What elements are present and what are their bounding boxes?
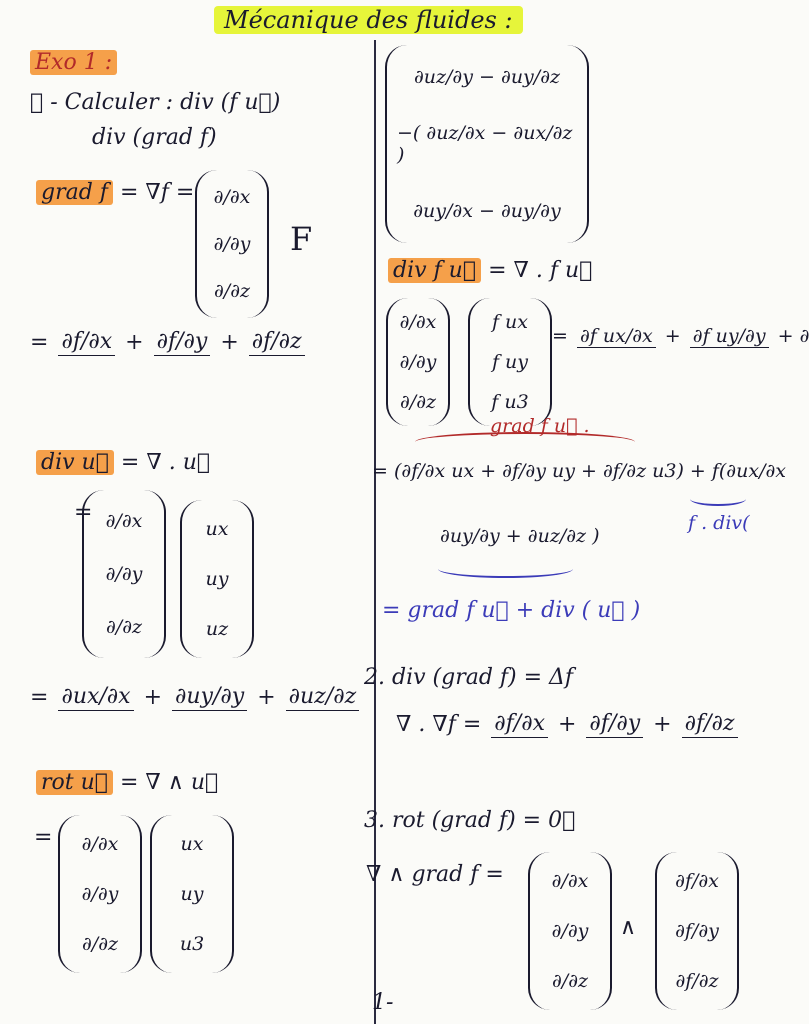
div-sum: = ∂ux/∂x + ∂uy/∂y + ∂uz/∂z [30,685,362,711]
nabla-vector-5 [528,852,612,1010]
matrix-cell: ∂f/∂z [675,970,719,992]
fu-vector [468,298,552,426]
div-eq: = ∇ . u⃗ [120,450,211,475]
fu-sum: = ∂f ux/∂x + ∂f uy/∂y + ∂ [552,325,809,348]
question-1: ① - Calculer : div (f u⃗) [30,90,281,115]
rot-row-3: ∂uy/∂x − ∂uy/∂y [413,200,561,222]
div-fu-result: = grad f u⃗ + div ( u⃗ ) [382,598,641,623]
question-3: 3. rot (grad f) = 0⃗ [364,808,576,833]
cross-product-symbol: ∧ [620,915,637,940]
matrix-cell: ∂/∂z [105,616,143,639]
matrix-cell: uy [180,883,204,905]
div-fu-eq: = ∇ . f u⃗ [488,258,593,283]
fraction: ∂f ux/∂x [577,326,656,348]
grad-fu-annotation: grad f u⃗ . [490,415,590,437]
question-2: 2. div (grad f) = Δf [364,665,574,690]
expansion-line-2: ∂uy/∂y + ∂uz/∂z ) [440,525,600,547]
matrix-cell: uy [205,568,229,590]
blue-brace-right [690,492,746,506]
blue-brace [438,560,573,578]
matrix-cell: ∂/∂z [81,933,119,955]
matrix-cell: ∂/∂z [551,970,589,992]
matrix-cell: ∂/∂x [399,311,437,333]
matrix-cell: f ux [491,311,529,333]
fraction: ∂f/∂x [491,712,548,737]
matrix-cell: ∂f/∂y [675,920,719,942]
div-fu-label: div f u⃗ [388,258,481,283]
exercise-heading [30,50,117,75]
fraction: ∂f/∂z [249,330,305,355]
rot-row-1: ∂uz/∂y − ∂uy/∂z [413,66,561,88]
matrix-cell: ∂/∂x [81,833,119,855]
nabla-vector-3 [58,815,142,973]
matrix-cell: ∂/∂x [213,186,251,209]
div-definition [36,450,210,475]
rot-row-2: −( ∂uz/∂x − ∂ux/∂z ) [397,122,573,166]
grad-definition [36,180,194,205]
exercise-label: Exo 1 : [30,50,117,75]
u-vector-rot [150,815,234,973]
question-3-line: ∇ ∧ grad f = [366,862,504,887]
matrix-cell: ∂/∂y [213,232,251,255]
matrix-cell: ux [205,518,229,540]
laplacian-lhs: ∇ . ∇f = [396,712,482,737]
matrix-cell: ∂/∂y [105,562,143,585]
div-label: div u⃗ [36,450,114,475]
matrix-cell: u3 [179,933,205,955]
matrix-cell: ∂/∂y [399,351,437,373]
fraction: ∂uy/∂y [172,685,247,710]
matrix-cell: ∂/∂x [551,870,589,892]
question-2-line: ∇ . ∇f = ∂f/∂x + ∂f/∂y + ∂f/∂z [396,712,741,738]
fraction: ∂uz/∂z [286,685,360,710]
matrix-cell: ∂/∂x [105,509,143,532]
bottom-note: 1- [372,990,394,1015]
f-div-annotation: f . div( [688,512,750,534]
u-vector [180,500,254,658]
fraction: ∂f/∂z [682,712,738,737]
question-1b: div (grad f) [92,125,217,150]
fraction: ∂f/∂y [586,712,643,737]
matrix-cell: f uy [491,351,529,373]
matrix-cell: ∂/∂z [399,391,437,413]
grad-f-symbol: F [290,220,313,258]
nabla-vector-4 [386,298,450,426]
rot-eq: = ∇ ∧ u⃗ [119,770,219,795]
rot-label: rot u⃗ [36,770,113,795]
matrix-cell: ∂/∂y [551,920,589,942]
grad-vector [655,852,739,1010]
page-title: Mécanique des fluides : [214,6,523,34]
fraction: ∂f/∂x [58,330,115,355]
fraction: ∂f uy/∂y [690,326,769,348]
matrix-cell: ∂/∂y [81,883,119,905]
matrix-cell: ∂/∂z [213,279,251,302]
matrix-cell: ∂f/∂x [675,870,719,892]
equals-sign: = [74,500,93,525]
grad-label: grad f [36,180,113,205]
matrix-cell: uz [205,618,229,640]
nabla-vector-1 [195,170,269,318]
nabla-vector-2 [82,490,166,658]
grad-eq: = ∇f = [119,180,195,205]
fraction: ∂ux/∂x [58,685,133,710]
equals-sign: = [34,825,53,850]
grad-sum: = ∂f/∂x + ∂f/∂y + ∂f/∂z [30,330,308,356]
fraction: ∂f/∂y [154,330,211,355]
matrix-cell: ux [180,833,204,855]
rot-result-vector [385,45,589,243]
div-fu-definition [388,258,592,283]
expansion-line-1: = (∂f/∂x ux + ∂f/∂y uy + ∂f/∂z u3) + f(∂ux/∂x [372,460,787,482]
rot-definition [36,770,218,795]
matrix-cell: f u3 [491,391,529,413]
